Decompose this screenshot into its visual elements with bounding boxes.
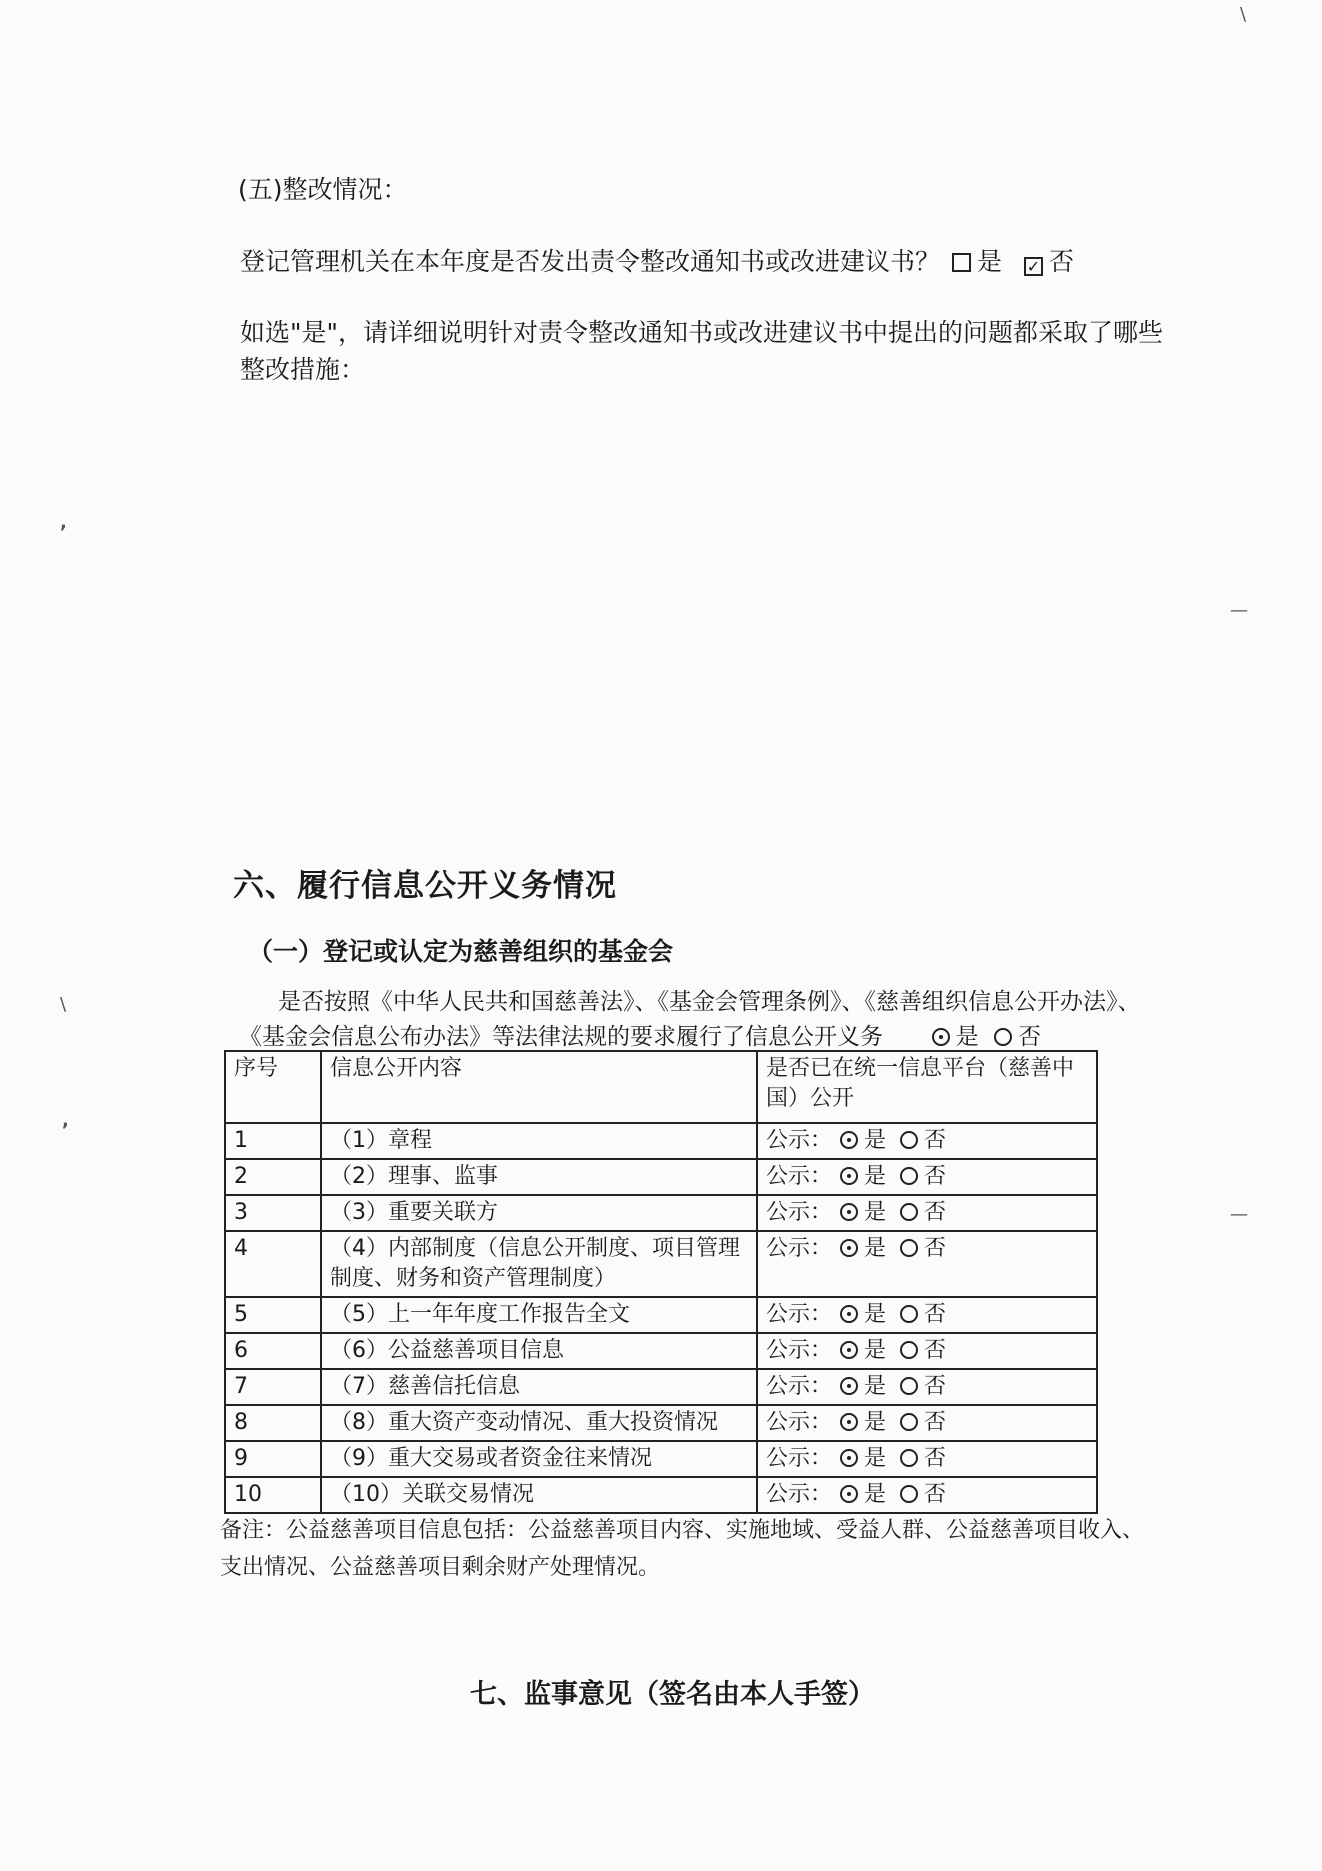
rectification-heading: (五)整改情况： bbox=[238, 175, 408, 204]
scan-mark: \ bbox=[1240, 4, 1247, 25]
status-label: 公示： bbox=[766, 1482, 833, 1507]
status-label: 公示： bbox=[766, 1164, 833, 1189]
yes-radio-label: 是 bbox=[864, 1200, 887, 1225]
scan-mark: — bbox=[1230, 1204, 1248, 1225]
no-radio-label: 否 bbox=[924, 1164, 947, 1189]
status-label: 公示： bbox=[766, 1236, 833, 1261]
yes-radio[interactable] bbox=[840, 1203, 858, 1221]
section6-intro-line2-wrap bbox=[239, 1018, 1041, 1051]
row-status bbox=[757, 1333, 1097, 1369]
table-row bbox=[225, 1333, 1097, 1369]
no-radio-label: 否 bbox=[924, 1302, 947, 1327]
row-number: 5 bbox=[225, 1297, 321, 1333]
header-no: 序号 bbox=[225, 1051, 321, 1123]
row-item: （9）重大交易或者资金往来情况 bbox=[321, 1441, 757, 1477]
scan-mark: \ bbox=[60, 994, 67, 1015]
yes-radio-label: 是 bbox=[864, 1302, 887, 1327]
row-item: （5）上一年年度工作报告全文 bbox=[321, 1297, 757, 1333]
status-label: 公示： bbox=[766, 1410, 833, 1435]
row-item: （4）内部制度（信息公开制度、项目管理制度、财务和资产管理制度） bbox=[321, 1231, 757, 1297]
row-number: 1 bbox=[225, 1123, 321, 1159]
section6-intro-line2: 《基金会信息公布办法》等法律法规的要求履行了信息公开义务 bbox=[239, 1024, 883, 1050]
no-checkbox-label: 否 bbox=[1048, 247, 1074, 276]
row-status bbox=[757, 1195, 1097, 1231]
row-status bbox=[757, 1297, 1097, 1333]
intro-yes-label: 是 bbox=[955, 1024, 979, 1050]
no-radio-label: 否 bbox=[924, 1482, 947, 1507]
no-radio[interactable] bbox=[900, 1449, 918, 1467]
rectification-question-line bbox=[240, 242, 1074, 278]
row-number: 8 bbox=[225, 1405, 321, 1441]
header-content: 信息公开内容 bbox=[321, 1051, 757, 1123]
section7-title: 七、监事意见（签名由本人手签） bbox=[470, 1679, 875, 1710]
yes-radio[interactable] bbox=[840, 1131, 858, 1149]
note-line2: 支出情况、公益慈善项目剩余财产处理情况。 bbox=[220, 1555, 661, 1580]
yes-radio[interactable] bbox=[840, 1377, 858, 1395]
table-row bbox=[225, 1123, 1097, 1159]
yes-radio-label: 是 bbox=[864, 1374, 887, 1399]
no-radio[interactable] bbox=[900, 1413, 918, 1431]
row-item: （8）重大资产变动情况、重大投资情况 bbox=[321, 1405, 757, 1441]
intro-no-radio[interactable] bbox=[994, 1028, 1012, 1046]
row-status bbox=[757, 1369, 1097, 1405]
yes-radio[interactable] bbox=[840, 1449, 858, 1467]
table-row bbox=[225, 1369, 1097, 1405]
header-published: 是否已在统一信息平台（慈善中国）公开 bbox=[757, 1051, 1097, 1123]
yes-radio[interactable] bbox=[840, 1167, 858, 1185]
table-row bbox=[225, 1195, 1097, 1231]
no-radio[interactable] bbox=[900, 1131, 918, 1149]
table-row bbox=[225, 1297, 1097, 1333]
info-disclosure-table bbox=[224, 1050, 1098, 1514]
rectification-instruction-line1: 如选"是"，请详细说明针对责令整改通知书或改进建议书中提出的问题都采取了哪些 bbox=[240, 318, 1164, 347]
status-label: 公示： bbox=[766, 1128, 833, 1153]
table-row bbox=[225, 1477, 1097, 1513]
intro-yes-radio[interactable] bbox=[932, 1028, 950, 1046]
row-status bbox=[757, 1441, 1097, 1477]
table-row bbox=[225, 1405, 1097, 1441]
yes-radio[interactable] bbox=[840, 1485, 858, 1503]
no-radio[interactable] bbox=[900, 1305, 918, 1323]
scan-mark: , bbox=[60, 512, 67, 533]
status-label: 公示： bbox=[766, 1302, 833, 1327]
row-status bbox=[757, 1405, 1097, 1441]
status-label: 公示： bbox=[766, 1200, 833, 1225]
status-label: 公示： bbox=[766, 1446, 833, 1471]
yes-radio-label: 是 bbox=[864, 1236, 887, 1261]
yes-radio[interactable] bbox=[840, 1413, 858, 1431]
yes-radio-label: 是 bbox=[864, 1128, 887, 1153]
table-row bbox=[225, 1231, 1097, 1297]
no-radio-label: 否 bbox=[924, 1200, 947, 1225]
row-item: （3）重要关联方 bbox=[321, 1195, 757, 1231]
no-radio[interactable] bbox=[900, 1203, 918, 1221]
no-radio[interactable] bbox=[900, 1485, 918, 1503]
scan-mark: , bbox=[62, 1110, 69, 1131]
status-label: 公示： bbox=[766, 1338, 833, 1363]
status-label: 公示： bbox=[766, 1374, 833, 1399]
yes-radio[interactable] bbox=[840, 1341, 858, 1359]
no-radio[interactable] bbox=[900, 1239, 918, 1257]
no-radio[interactable] bbox=[900, 1341, 918, 1359]
table-row bbox=[225, 1441, 1097, 1477]
scan-mark: — bbox=[1230, 600, 1248, 621]
no-radio-label: 否 bbox=[924, 1128, 947, 1153]
yes-radio[interactable] bbox=[840, 1305, 858, 1323]
section6-subtitle: （一）登记或认定为慈善组织的基金会 bbox=[248, 937, 674, 966]
row-number: 4 bbox=[225, 1231, 321, 1297]
no-radio-label: 否 bbox=[924, 1374, 947, 1399]
no-checkbox[interactable] bbox=[1024, 257, 1043, 276]
row-status bbox=[757, 1123, 1097, 1159]
row-number: 10 bbox=[225, 1477, 321, 1513]
row-status bbox=[757, 1231, 1097, 1297]
yes-radio-label: 是 bbox=[864, 1482, 887, 1507]
no-radio-label: 否 bbox=[924, 1236, 947, 1261]
yes-radio-label: 是 bbox=[864, 1410, 887, 1435]
row-item: （6）公益慈善项目信息 bbox=[321, 1333, 757, 1369]
checkmark-icon: ✓ bbox=[1026, 257, 1041, 276]
no-radio-label: 否 bbox=[924, 1338, 947, 1363]
no-radio-label: 否 bbox=[924, 1410, 947, 1435]
no-radio-label: 否 bbox=[924, 1446, 947, 1471]
row-number: 3 bbox=[225, 1195, 321, 1231]
section6-intro-line1: 是否按照《中华人民共和国慈善法》、《基金会管理条例》、《慈善组织信息公开办法》、 bbox=[278, 989, 1141, 1015]
yes-radio-label: 是 bbox=[864, 1338, 887, 1363]
section6-title: 六、履行信息公开义务情况 bbox=[233, 868, 617, 904]
row-item: （1）章程 bbox=[321, 1123, 757, 1159]
no-radio[interactable] bbox=[900, 1167, 918, 1185]
yes-checkbox[interactable] bbox=[952, 253, 971, 272]
row-item: （7）慈善信托信息 bbox=[321, 1369, 757, 1405]
row-status bbox=[757, 1477, 1097, 1513]
row-number: 9 bbox=[225, 1441, 321, 1477]
row-item: （2）理事、监事 bbox=[321, 1159, 757, 1195]
note-line1: 备注：公益慈善项目信息包括：公益慈善项目内容、实施地域、受益人群、公益慈善项目收入、 bbox=[220, 1518, 1145, 1543]
table-header-row bbox=[225, 1051, 1097, 1123]
yes-radio[interactable] bbox=[840, 1239, 858, 1257]
row-status bbox=[757, 1159, 1097, 1195]
rectification-instruction-line2: 整改措施： bbox=[240, 355, 366, 384]
row-number: 7 bbox=[225, 1369, 321, 1405]
table-row bbox=[225, 1159, 1097, 1195]
intro-no-label: 否 bbox=[1017, 1024, 1041, 1050]
no-radio[interactable] bbox=[900, 1377, 918, 1395]
yes-radio-label: 是 bbox=[864, 1446, 887, 1471]
row-number: 2 bbox=[225, 1159, 321, 1195]
row-item: （10）关联交易情况 bbox=[321, 1477, 757, 1513]
rectification-question: 登记管理机关在本年度是否发出责令整改通知书或改进建议书？ bbox=[240, 247, 941, 276]
yes-radio-label: 是 bbox=[864, 1164, 887, 1189]
row-number: 6 bbox=[225, 1333, 321, 1369]
yes-checkbox-label: 是 bbox=[976, 247, 1002, 276]
